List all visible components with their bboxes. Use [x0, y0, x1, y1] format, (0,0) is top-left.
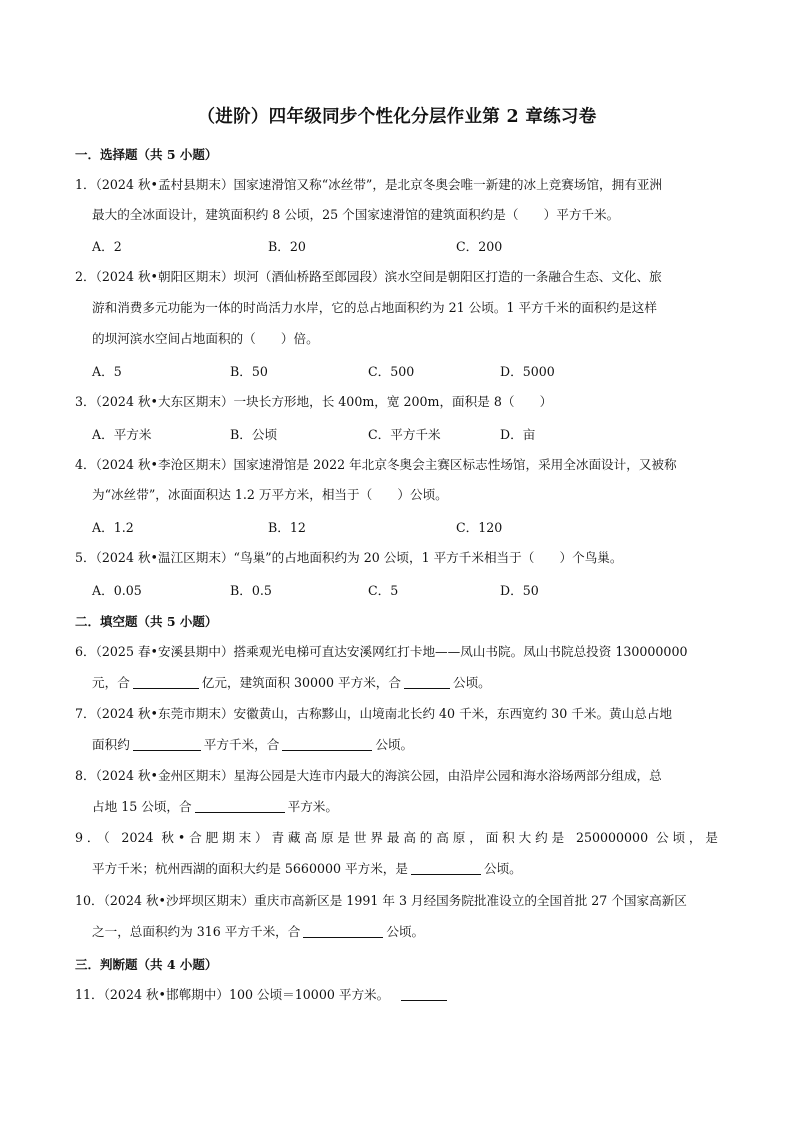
- question-1-option-b: B．20: [268, 239, 306, 254]
- answer-blank[interactable]: [411, 861, 481, 875]
- question-8-line-1: 8．（2024 秋•金州区期末）星海公园是大连市内最大的海滨公园，由沿岸公园和海水浴场两部分组成，总: [75, 768, 662, 783]
- question-7-line-2: [92, 736, 742, 754]
- question-10-text-b: 公顷。: [386, 924, 425, 939]
- question-6-line-2: [92, 674, 742, 692]
- question-3-option-d: D．亩: [500, 427, 536, 442]
- answer-blank[interactable]: [401, 987, 447, 1001]
- question-5-option-d: D．50: [500, 583, 539, 598]
- answer-blank[interactable]: [303, 924, 383, 938]
- answer-blank[interactable]: [195, 799, 285, 813]
- question-10-line-2: [92, 923, 742, 941]
- answer-blank[interactable]: [282, 737, 372, 751]
- question-6-text-b: 亿元，建筑面积 30000 平方米，合: [201, 675, 401, 690]
- question-5-option-a: A．0.05: [92, 583, 142, 598]
- question-9-text-b: 公顷。: [483, 861, 522, 876]
- question-6-line-1: 6．（2025 春•安溪县期中）搭乘观光电梯可直达安溪网红打卡地——凤山书院。凤山书院总投资 130000000: [75, 644, 688, 659]
- question-7-text-a: 面积约: [92, 737, 130, 752]
- question-6-text-a: 元，合: [92, 675, 130, 690]
- question-10-text-a: 之一，总面积约为 316 平方千米，合: [92, 924, 301, 939]
- question-9-line-1: 9．（ 2024 秋•合肥期末）青藏高原是世界最高的高原，面积大约是 250000000 公顷，是: [75, 830, 718, 845]
- answer-blank[interactable]: [404, 675, 450, 689]
- question-1-line-2: 最大的全冰面设计，建筑面积约 8 公顷，25 个国家速滑馆的建筑面积约是（ ）平方千米。: [92, 207, 620, 222]
- section-heading-fill: 二．填空题（共 5 小题）: [75, 614, 218, 629]
- question-11-text: 11．（2024 秋•邯郸期中）100 公顷＝10000 平方米。: [75, 987, 390, 1002]
- question-6-text-c: 公顷。: [452, 675, 491, 690]
- question-8-line-2: [92, 798, 742, 816]
- answer-blank[interactable]: [133, 675, 199, 689]
- question-10-line-1: 10．（2024 秋•沙坪坝区期末）重庆市高新区是 1991 年 3 月经国务院批准设立的全国首批 27 个国家高新区: [75, 893, 687, 908]
- question-3-option-b: B．公顷: [230, 427, 278, 442]
- question-1-option-a: A．2: [92, 239, 122, 254]
- question-11-line-1: [75, 986, 725, 1004]
- question-5-option-c: C．5: [368, 583, 399, 598]
- question-4-line-1: 4．（2024 秋•李沧区期末）国家速滑馆是 2022 年北京冬奥会主赛区标志性场馆，采用全冰面设计，又被称: [75, 457, 677, 472]
- question-2-line-2: 游和消费多元功能为一体的时尚活力水岸，它的总占地面积约为 21 公顷。1 平方千米的面积约是这样: [92, 300, 657, 315]
- question-1-option-c: C．200: [456, 239, 503, 254]
- question-2-option-b: B．50: [230, 364, 268, 379]
- question-2-option-a: A．5: [92, 364, 122, 379]
- question-4-option-b: B．12: [268, 520, 306, 535]
- question-3-line-1: 3．（2024 秋•大东区期末）一块长方形地，长 400m，宽 200m，面积是 8（ ）: [75, 394, 553, 409]
- question-5-line-1: 5．（2024 秋•温江区期末）“鸟巢”的占地面积约为 20 公顷，1 平方千米相当于（ ）个鸟巢。: [75, 550, 623, 565]
- question-9-line-2: [92, 860, 742, 878]
- question-9-text-a: 平方千米；杭州西湖的面积大约是 5660000 平方米，是: [92, 861, 408, 876]
- page-title: （进阶）四年级同步个性化分层作业第 2 章练习卷: [197, 107, 597, 127]
- question-4-option-c: C．120: [456, 520, 503, 535]
- question-7-text-c: 公顷。: [375, 737, 414, 752]
- question-8-text-b: 平方米。: [287, 799, 338, 814]
- section-heading-judge: 三．判断题（共 4 小题）: [75, 957, 218, 972]
- question-2-line-1: 2．（2024 秋•朝阳区期末）坝河（酒仙桥路至郎园段）滨水空间是朝阳区打造的一条融合生态、文化、旅: [75, 269, 662, 284]
- question-2-option-c: C．500: [368, 364, 415, 379]
- question-2-option-d: D．5000: [500, 364, 555, 379]
- question-5-option-b: B．0.5: [230, 583, 272, 598]
- question-7-text-b: 平方千米，合: [203, 737, 280, 752]
- question-7-line-1: 7．（2024 秋•东莞市期末）安徽黄山，古称黟山，山境南北长约 40 千米，东西宽约 30 千米。黄山总占地: [75, 706, 673, 721]
- question-2-line-3: 的坝河滨水空间占地面积的（ ）倍。: [92, 331, 319, 346]
- question-4-option-a: A．1.2: [92, 520, 134, 535]
- answer-blank[interactable]: [133, 737, 201, 751]
- question-4-line-2: 为“冰丝带”，冰面面积达 1.2 万平方米，相当于（ ）公顷。: [92, 487, 448, 502]
- question-3-option-c: C．平方千米: [368, 427, 441, 442]
- question-8-text-a: 占地 15 公顷，合: [92, 799, 192, 814]
- question-3-option-a: A．平方米: [92, 427, 152, 442]
- section-heading-choice: 一．选择题（共 5 小题）: [75, 147, 218, 162]
- question-1-line-1: 1．（2024 秋•孟村县期末）国家速滑馆又称“冰丝带”，是北京冬奥会唯一新建的冰上竞赛场馆，拥有亚洲: [75, 177, 663, 192]
